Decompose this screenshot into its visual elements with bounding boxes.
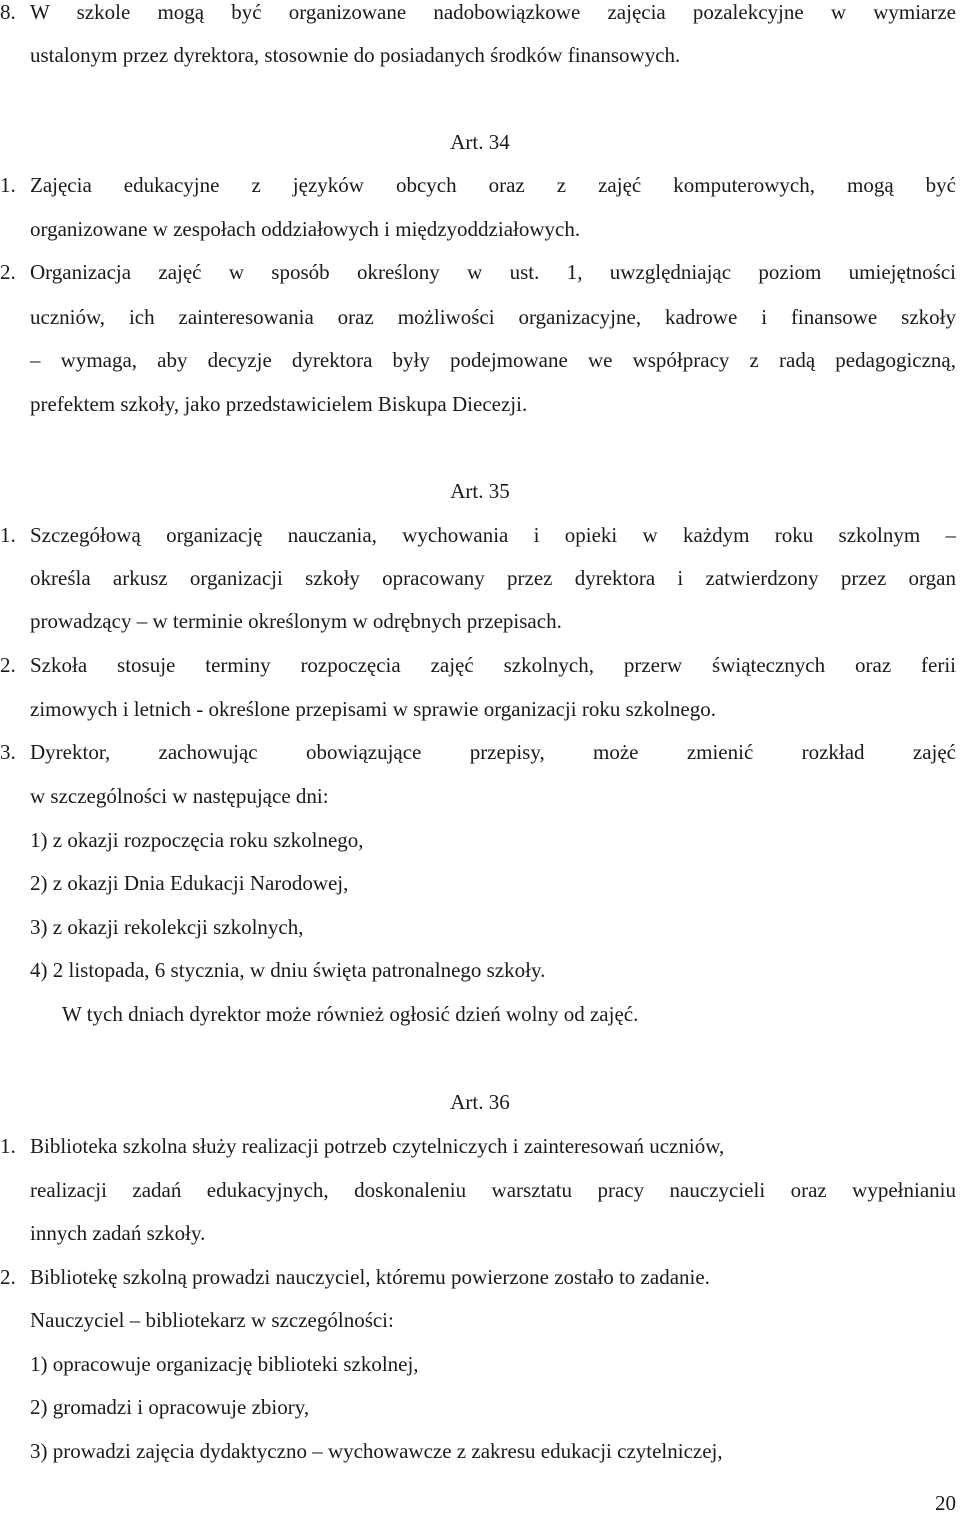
art34-p2-line-4: [0, 389, 956, 419]
paragraph-8-line-2: [0, 40, 956, 70]
paragraph-number: 8.: [0, 0, 16, 24]
list-item: [0, 825, 956, 855]
list-item-text: 3) z okazji rekolekcji szkolnych,: [30, 915, 304, 939]
paragraph-text: Nauczyciel – bibliotekarz w szczególności:: [30, 1308, 394, 1332]
paragraph-number: 3.: [0, 740, 16, 764]
paragraph-text: – wymaga, aby decyzje dyrektora były podejmowane we współpracy z radą pedagogiczną,: [30, 348, 956, 372]
paragraph-text: Biblioteka szkolna służy realizacji potrzeb czytelniczych i zainteresowań uczniów,: [30, 1134, 725, 1158]
art36-p1-line-2: [0, 1175, 956, 1205]
art34-p2-line-3: [0, 345, 956, 375]
paragraph-text: W szkole mogą być organizowane nadobowiązkowe zajęcia pozalekcyjne w wymiarze: [30, 0, 956, 24]
page-number: 20: [935, 1491, 956, 1515]
paragraph-8-line-1: [0, 0, 956, 27]
article-35-heading: Art. 35: [450, 479, 510, 503]
paragraph-text: uczniów, ich zainteresowania oraz możliwości organizacyjne, kadrowe i finansowe szkoły: [30, 305, 956, 329]
art36-p2-line-1: [0, 1262, 956, 1292]
paragraph-number: 1.: [0, 1134, 16, 1158]
paragraph-text: organizowane w zespołach oddziałowych i międzyoddziałowych.: [30, 217, 581, 241]
list-item: [0, 868, 956, 898]
paragraph-text: Dyrektor, zachowując obowiązujące przepisy, może zmienić rozkład zajęć: [30, 740, 956, 764]
list-item-text: 3) prowadzi zajęcia dydaktyczno – wychowawcze z zakresu edukacji czytelniczej,: [30, 1439, 723, 1463]
list-item: [0, 912, 956, 942]
art35-note: [0, 999, 956, 1029]
art34-p2-line-1: [0, 257, 956, 287]
list-item-text: 4) 2 listopada, 6 stycznia, w dniu święta patronalnego szkoły.: [30, 958, 546, 982]
article-36-heading: Art. 36: [450, 1090, 510, 1114]
paragraph-text: ustalonym przez dyrektora, stosownie do posiadanych środków finansowych.: [30, 43, 681, 67]
paragraph-number: 2.: [0, 260, 16, 284]
list-item-text: 2) z okazji Dnia Edukacji Narodowej,: [30, 871, 349, 895]
paragraph-text: zimowych i letnich - określone przepisami w sprawie organizacji roku szkolnego.: [30, 697, 716, 721]
paragraph-number: 1.: [0, 523, 16, 547]
list-item-text: 1) opracowuje organizację biblioteki szkolnej,: [30, 1352, 419, 1376]
paragraph-number: 1.: [0, 173, 16, 197]
art35-p2-line-2: [0, 694, 956, 724]
art35-p1-line-3: [0, 606, 956, 636]
list-item: [0, 955, 956, 985]
paragraph-text: Szkoła stosuje terminy rozpoczęcia zajęć szkolnych, przerw świątecznych oraz ferii: [30, 653, 956, 677]
paragraph-text: realizacji zadań edukacyjnych, doskonaleniu warsztatu pracy nauczycieli oraz wypełnianiu: [30, 1178, 956, 1202]
paragraph-text: Organizacja zajęć w sposób określony w ust. 1, uwzględniając poziom umiejętności: [30, 260, 956, 284]
paragraph-text: w szczególności w następujące dni:: [30, 784, 329, 808]
art34-p1-line-1: [0, 170, 956, 200]
paragraph-text: innych zadań szkoły.: [30, 1221, 206, 1245]
paragraph-text: prefektem szkoły, jako przedstawicielem Biskupa Diecezji.: [30, 392, 528, 416]
art34-p2-line-2: [0, 302, 956, 332]
article-34-heading: Art. 34: [450, 130, 510, 154]
list-item-text: 2) gromadzi i opracowuje zbiory,: [30, 1395, 310, 1419]
list-item: [0, 1392, 956, 1422]
art35-p1-line-1: [0, 520, 956, 550]
art35-p1-line-2: [0, 563, 956, 593]
list-item: [0, 1349, 956, 1379]
art36-p1-line-3: [0, 1218, 956, 1248]
paragraph-text: prowadzący – w terminie określonym w odrębnych przepisach.: [30, 609, 562, 633]
art34-p1-line-2: [0, 214, 956, 244]
art36-p1-line-1: [0, 1131, 956, 1161]
list-item-text: 1) z okazji rozpoczęcia roku szkolnego,: [30, 828, 364, 852]
paragraph-number: 2.: [0, 1265, 16, 1289]
art36-p2-line-2: [0, 1305, 956, 1335]
paragraph-text: Bibliotekę szkolną prowadzi nauczyciel, któremu powierzone zostało to zadanie.: [30, 1265, 710, 1289]
paragraph-text: Zajęcia edukacyjne z języków obcych oraz z zajęć komputerowych, mogą być: [30, 173, 956, 197]
note-text: W tych dniach dyrektor może również ogłosić dzień wolny od zajęć.: [62, 1002, 639, 1026]
art35-p2-line-1: [0, 650, 956, 680]
list-item: [0, 1436, 956, 1466]
paragraph-text: Szczegółową organizację nauczania, wychowania i opieki w każdym roku szkolnym –: [30, 523, 956, 547]
paragraph-text: określa arkusz organizacji szkoły opracowany przez dyrektora i zatwierdzony przez organ: [30, 566, 956, 590]
paragraph-number: 2.: [0, 653, 16, 677]
art35-p3-line-2: [0, 781, 956, 811]
art35-p3-line-1: [0, 737, 956, 767]
